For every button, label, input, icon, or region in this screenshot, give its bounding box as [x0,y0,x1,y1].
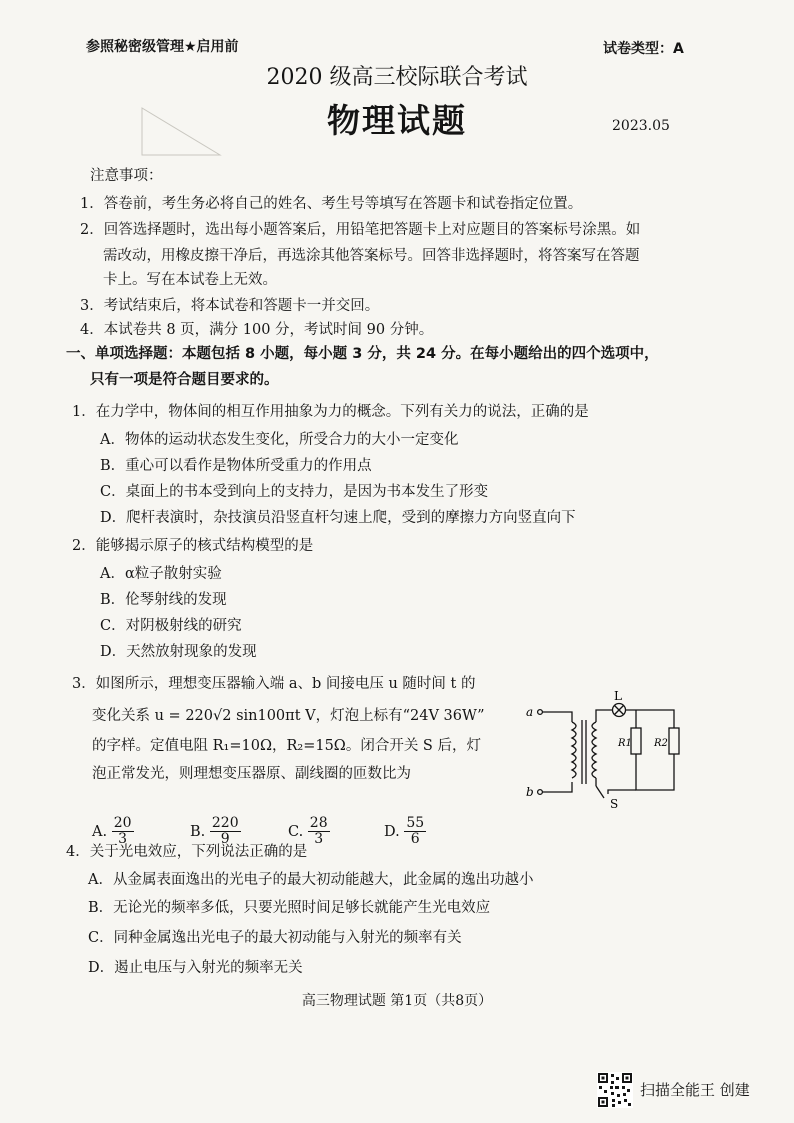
notice-item: 2．回答选择题时，选出每小题答案后，用铅笔把答题卡上对应题目的答案标号涂黑。如 [80,222,641,238]
notice-heading: 注意事项： [90,168,163,184]
q1-option-d: D．爬杆表演时，杂技演员沿竖直杆匀速上爬，受到的摩擦力方向竖直向下 [100,510,576,526]
transformer-circuit-diagram [524,690,694,810]
subject-title: 物理试题 [327,101,467,140]
section-heading: 一、单项选择题：本题包括 8 小题，每小题 3 分，共 24 分。在每小题给出的四个选项中， [66,346,659,362]
q1-option-b: B．重心可以看作是物体所受重力的作用点 [100,458,372,474]
fraction: $\frac{220}{9}$ [211,815,239,848]
q2-option-a: A．α粒子散射实验 [100,566,222,582]
terminal-a-label: a [526,705,534,719]
q4-option-c: C．同种金属逸出光电子的最大初动能与入射光的频率有关 [88,930,462,946]
lamp-label: L [614,690,622,703]
question-3-stem: 变化关系 u = 220√2 sin100πt V，灯泡上标有“24V 36W” [92,708,485,724]
question-4-stem: 4．关于光电效应，下列说法正确的是 [66,844,308,860]
question-1-stem: 1．在力学中，物体间的相互作用抽象为力的概念。下列有关力的说法，正确的是 [72,404,589,420]
question-3-stem: 3．如图所示，理想变压器输入端 a、b 间接电压 u 随时间 t 的 [72,676,476,692]
fraction: $\frac{28}{3}$ [309,815,328,848]
exam-date: 2023.05 [612,118,670,134]
q1-option-c: C．桌面上的书本受到向上的支持力，是因为书本发生了形变 [100,484,489,500]
switch-label: S [610,797,619,810]
q3-option-b: B. $\frac{220}{9}$ [190,815,239,848]
q3-option-c: C. $\frac{28}{3}$ [288,815,328,848]
page-footer: 高三物理试题 第1页（共8页） [301,993,493,1009]
paper-type: 试卷类型：A [603,41,684,57]
q3-option-d: D. $\frac{55}{6}$ [384,815,425,848]
r1-label: R1 [618,738,632,749]
fraction: $\frac{55}{6}$ [406,815,425,848]
section-heading-cont: 只有一项是符合题目要求的。 [90,372,279,388]
q4-option-d: D．遏止电压与入射光的频率无关 [88,960,303,976]
q2-option-c: C．对阴极射线的研究 [100,618,242,634]
fraction: $\frac{20}{3}$ [113,815,132,848]
q4-option-b: B．无论光的频率多低，只要光照时间足够长就能产生光电效应 [88,900,491,916]
question-3-stem: 的字样。定值电阻 R₁=10Ω，R₂=15Ω。闭合开关 S 后，灯 [92,738,481,754]
q2-option-d: D．天然放射现象的发现 [100,644,257,660]
notice-item: 4．本试卷共 8 页，满分 100 分，考试时间 90 分钟。 [80,322,434,338]
r2-label: R2 [654,738,668,749]
q4-option-a: A．从金属表面逸出的光电子的最大初动能越大，此金属的逸出功越小 [88,872,534,888]
question-3-stem: 泡正常发光，则理想变压器原、副线圈的匝数比为 [92,766,411,782]
q2-option-b: B．伦琴射线的发现 [100,592,227,608]
qr-code-icon [597,1072,633,1108]
notice-item: 3．考试结束后，将本试卷和答题卡一并交回。 [80,298,380,314]
notice-item: 需改动，用橡皮擦干净后，再选涂其他答案标号。回答非选择题时，将答案写在答题 [103,248,640,264]
secret-note: 参照秘密级管理★启用前 [86,39,239,55]
scanner-watermark: 扫描全能王 创建 [640,1081,750,1099]
q1-option-a: A．物体的运动状态发生变化，所受合力的大小一定变化 [100,432,459,448]
exam-title: 2020 级高三校际联合考试 [266,65,528,90]
notice-item: 卡上。写在本试卷上无效。 [103,272,277,288]
question-2-stem: 2．能够揭示原子的核式结构模型的是 [72,538,314,554]
q3-option-a: A. $\frac{20}{3}$ [92,815,132,848]
notice-item: 1．答卷前，考生务必将自己的姓名、考生号等填写在答题卡和试卷指定位置。 [80,196,583,212]
terminal-b-label: b [526,785,534,799]
